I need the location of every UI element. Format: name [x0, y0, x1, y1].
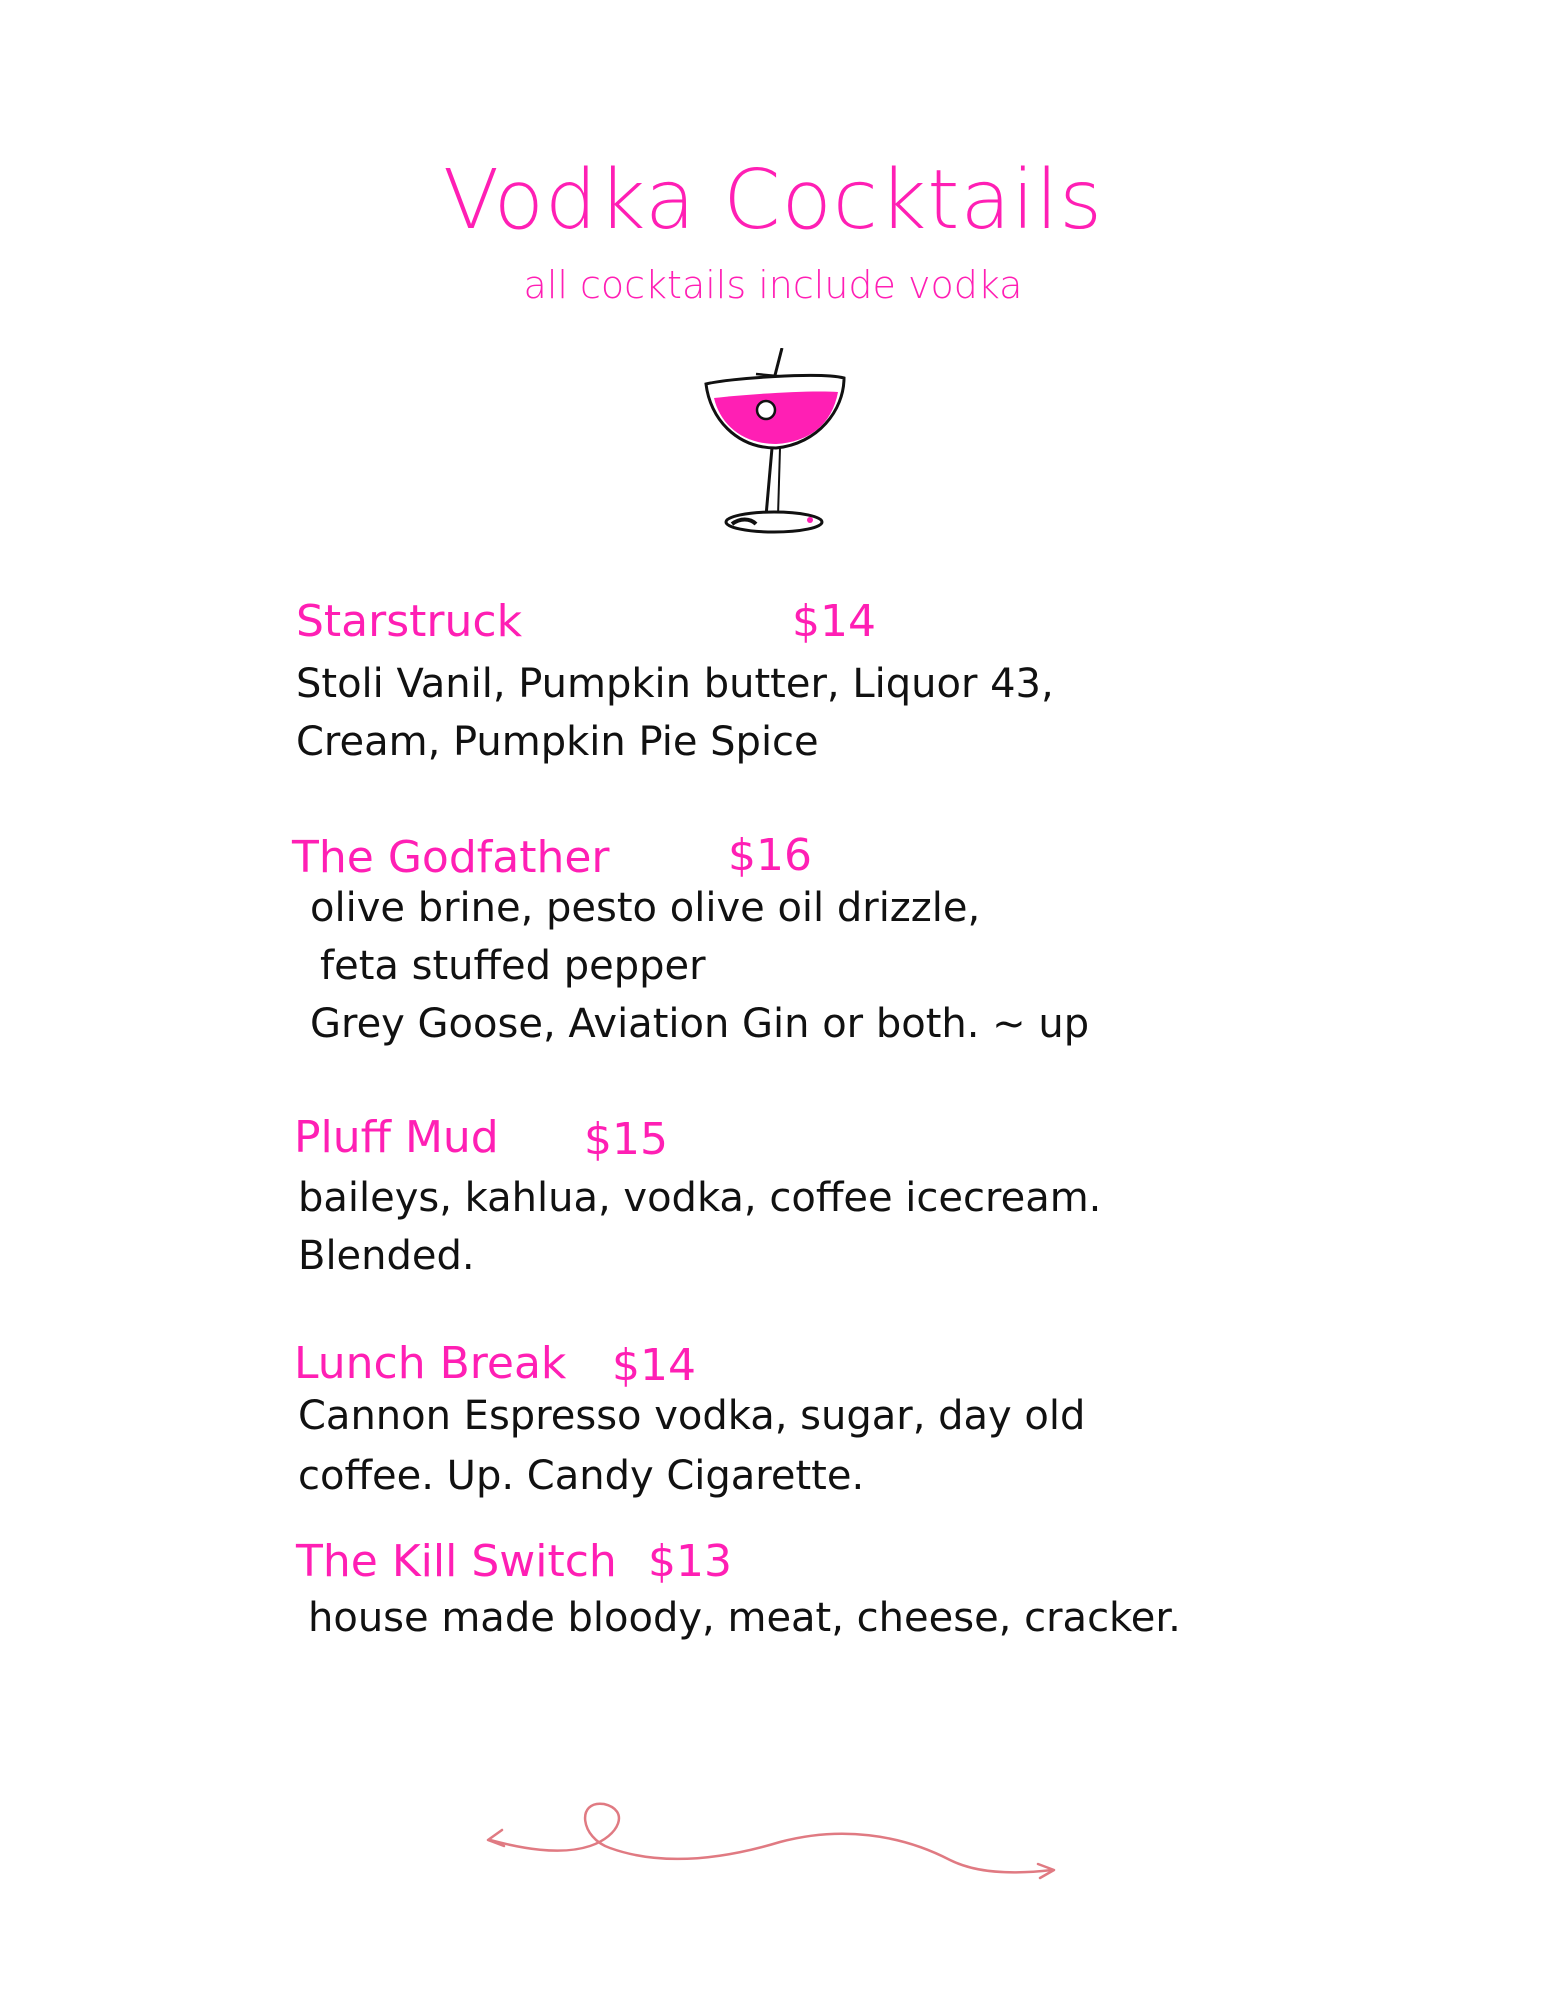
- cocktail-glass-icon: [700, 348, 850, 538]
- item-desc-line: coffee. Up. Candy Cigarette.: [298, 1453, 865, 1499]
- item-desc-line: Cannon Espresso vodka, sugar, day old: [298, 1393, 1086, 1439]
- item-desc-line: Stoli Vanil, Pumpkin butter, Liquor 43,: [296, 661, 1054, 707]
- item-price-the-kill-switch: $13: [648, 1536, 732, 1587]
- item-desc-line: olive brine, pesto olive oil drizzle,: [310, 885, 981, 931]
- item-name-the-kill-switch: The Kill Switch: [296, 1536, 617, 1587]
- item-desc-line: house made bloody, meat, cheese, cracker.: [308, 1595, 1181, 1641]
- item-price-the-godfather: $16: [728, 830, 812, 881]
- item-price-lunch-break: $14: [612, 1340, 696, 1391]
- item-price-starstruck: $14: [792, 596, 876, 647]
- item-name-the-godfather: The Godfather: [292, 832, 610, 883]
- item-desc-line: baileys, kahlua, vodka, coffee icecream.: [298, 1175, 1102, 1221]
- menu-subtitle: all cocktails include vodka: [523, 263, 1023, 307]
- swirl-arrow-divider-icon: [480, 1790, 1060, 1890]
- item-desc-line: feta stuffed pepper: [320, 943, 706, 989]
- item-name-pluff-mud: Pluff Mud: [294, 1112, 499, 1163]
- item-desc-line: Cream, Pumpkin Pie Spice: [296, 719, 819, 765]
- item-desc-line: Grey Goose, Aviation Gin or both. ~ up: [310, 1001, 1090, 1047]
- menu-title: Vodka Cocktails: [443, 153, 1103, 248]
- item-name-starstruck: Starstruck: [296, 596, 523, 647]
- item-price-pluff-mud: $15: [584, 1114, 668, 1165]
- item-desc-line: Blended.: [298, 1233, 475, 1279]
- item-name-lunch-break: Lunch Break: [294, 1338, 567, 1389]
